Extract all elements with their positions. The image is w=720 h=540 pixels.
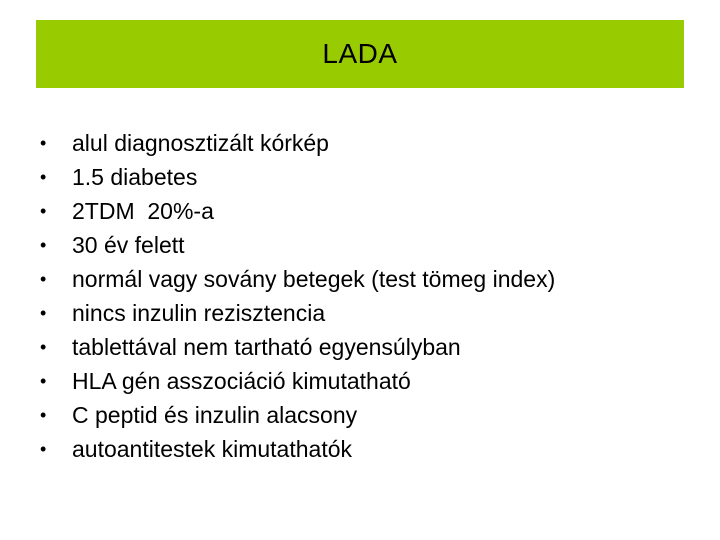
bullet-text: 30 év felett	[72, 231, 185, 258]
bullet-item	[40, 126, 555, 160]
bullet-item	[40, 262, 555, 296]
slide-title: LADA	[322, 38, 398, 69]
bullet-text: nincs inzulin rezisztencia	[72, 299, 326, 326]
bullet-item	[40, 364, 555, 398]
bullet-item	[40, 432, 555, 466]
bullet-text: autoantitestek kimutathatók	[72, 435, 352, 462]
bullet-item	[40, 330, 555, 364]
bullet-dot-icon: •	[40, 200, 47, 221]
bullet-item	[40, 194, 555, 228]
bullet-dot-icon: •	[40, 336, 47, 357]
title-bar	[36, 20, 684, 88]
bullet-text: C peptid és inzulin alacsony	[72, 401, 358, 428]
bullet-item	[40, 398, 555, 432]
bullet-dot-icon: •	[40, 268, 47, 289]
bullet-dot-icon: •	[40, 166, 47, 187]
bullet-dot-icon: •	[40, 234, 47, 255]
bullet-dot-icon: •	[40, 302, 47, 323]
bullet-text: normál vagy sovány betegek (test tömeg index)	[72, 265, 556, 292]
bullet-list	[40, 126, 555, 466]
bullet-dot-icon: •	[40, 370, 47, 391]
bullet-item	[40, 296, 555, 330]
bullet-item	[40, 160, 555, 194]
bullet-dot-icon: •	[40, 438, 47, 459]
bullet-text: alul diagnosztizált kórkép	[72, 129, 329, 156]
bullet-text: tablettával nem tartható egyensúlyban	[72, 333, 461, 360]
bullet-text: 1.5 diabetes	[72, 163, 198, 190]
bullet-text: 2TDM 20%-a	[72, 197, 214, 224]
bullet-dot-icon: •	[40, 132, 47, 153]
bullet-item	[40, 228, 555, 262]
bullet-dot-icon: •	[40, 404, 47, 425]
bullet-text: HLA gén asszociáció kimutatható	[72, 367, 411, 394]
